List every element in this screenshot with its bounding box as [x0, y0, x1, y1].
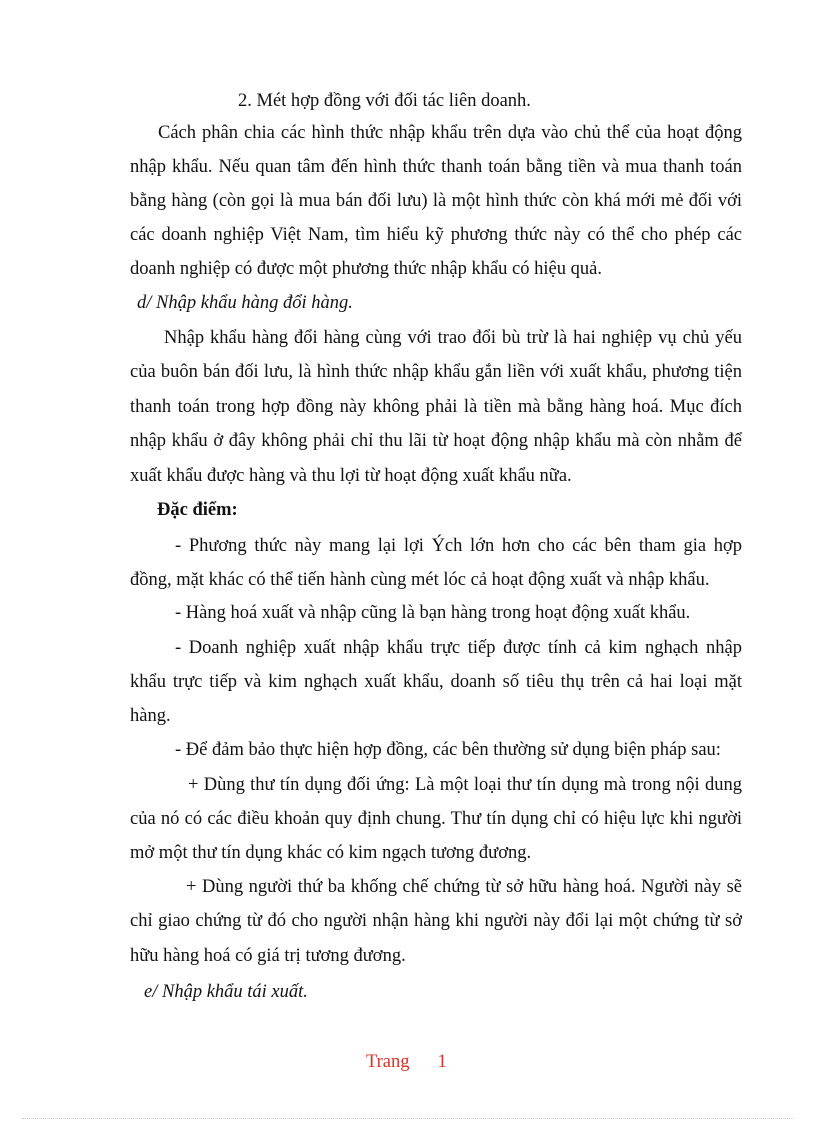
paragraph-line: bằng hàng (còn gọi là mua bán đối lưu) là một hình thức còn khá mới mẻ đối với [130, 191, 742, 211]
page-bottom-divider [22, 1118, 794, 1119]
paragraph-line: xuất khẩu được hàng và thu lợi từ hoạt động xuất khẩu nữa. [130, 466, 572, 486]
paragraph-line: nhập khẩu ở đây không phải chỉ thu lãi từ hoạt động nhập khẩu mà còn nhằm để [130, 431, 742, 451]
feature-line: đồng, mặt khác có thể tiến hành cùng mét lóc cả hoạt động xuất và nhập khẩu. [130, 570, 710, 590]
section-heading-e: e/ Nhập khẩu tái xuất. [144, 982, 308, 1002]
page-label: Trang [366, 1052, 410, 1072]
page-footer [366, 1050, 447, 1074]
section-heading-d: d/ Nhập khẩu hàng đổi hàng. [137, 293, 353, 313]
measure-line: + Dùng người thứ ba khống chế chứng từ sở hữu hàng hoá. Người này sẽ [186, 877, 742, 897]
feature-line: hàng. [130, 706, 171, 726]
paragraph-line: của buôn bán đối lưu, là hình thức nhập khẩu gắn liền với xuất khẩu, phương tiện [130, 362, 742, 382]
measure-line: chỉ giao chứng từ đó cho người nhận hàng khi người này đổi lại một chứng từ sở [130, 911, 742, 931]
features-heading: Đặc điểm: [157, 500, 238, 520]
paragraph-line: các doanh nghiệp Việt Nam, tìm hiểu kỹ phương thức này có thể cho phép các [130, 225, 742, 245]
page-number: 1 [437, 1052, 447, 1072]
feature-line: - Phương thức này mang lại lợi Ých lớn hơn cho các bên tham gia hợp [175, 536, 742, 556]
paragraph-line: doanh nghiệp có được một phương thức nhập khẩu có hiệu quả. [130, 259, 602, 279]
measure-line: của nó có các điều khoản quy định chung. Thư tín dụng chỉ có hiệu lực khi người [130, 809, 742, 829]
paragraph-line: Nhập khẩu hàng đổi hàng cùng với trao đổi bù trừ là hai nghiệp vụ chủ yếu [164, 328, 742, 348]
feature-line: - Doanh nghiệp xuất nhập khẩu trực tiếp được tính cả kim nghạch nhập [175, 638, 742, 658]
feature-line: khẩu trực tiếp và kim nghạch xuất khẩu, doanh số tiêu thụ trên cả hai loại mặt [130, 672, 742, 692]
measure-line: + Dùng thư tín dụng đối ứng: Là một loại thư tín dụng mà trong nội dung [188, 775, 742, 795]
paragraph-line: thanh toán trong hợp đồng này không phải là tiền mà bằng hàng hoá. Mục đích [130, 397, 742, 417]
measure-line: mở một thư tín dụng khác có kim ngạch tương đương. [130, 843, 532, 863]
list-item-2: 2. Mét hợp đồng với đối tác liên doanh. [238, 91, 531, 111]
feature-line: - Hàng hoá xuất và nhập cũng là bạn hàng trong hoạt động xuất khẩu. [175, 603, 691, 623]
measure-line: hữu hàng hoá có giá trị tương đương. [130, 946, 406, 966]
paragraph-line: nhập khẩu. Nếu quan tâm đến hình thức thanh toán bằng tiền và mua thanh toán [130, 157, 742, 177]
feature-line: - Để đảm bảo thực hiện hợp đồng, các bên thường sử dụng biện pháp sau: [175, 740, 721, 760]
paragraph-line: Cách phân chia các hình thức nhập khẩu trên dựa vào chủ thể của hoạt động [158, 123, 742, 143]
